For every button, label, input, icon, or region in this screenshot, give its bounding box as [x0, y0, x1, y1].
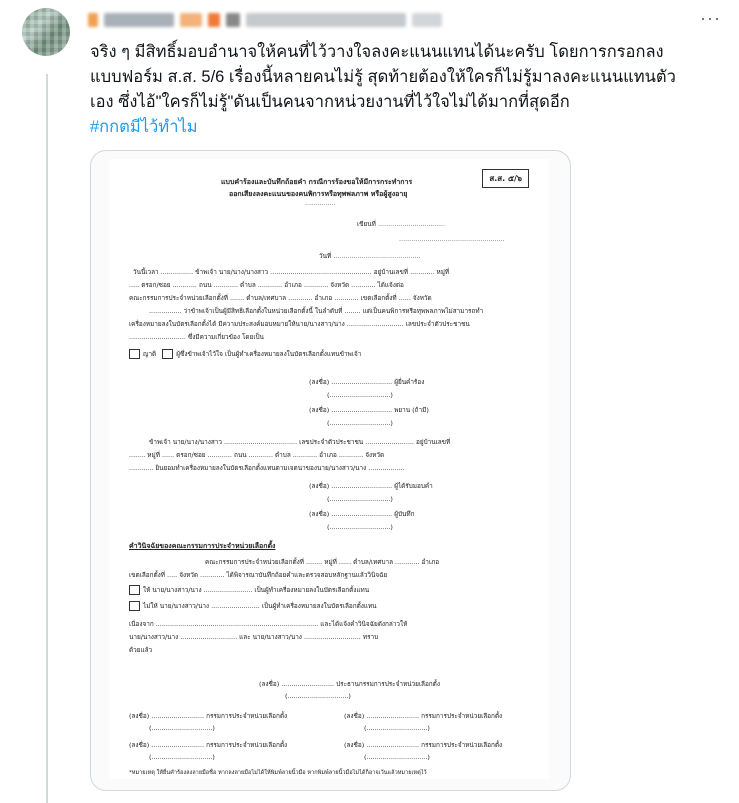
- hashtag-link[interactable]: #กกตมีไว้ทำไม: [90, 118, 198, 136]
- address-line: ....................................................: [399, 235, 505, 243]
- written-at-label: เขียนที่ .................................: [357, 220, 445, 228]
- signature-recorder: (ลงชื่อ) .............................. ผู้บันทึก: [309, 510, 415, 518]
- signature-member: (ลงชื่อ) .......................... กรรมการประจำหน่วยเลือกตั้ง: [344, 741, 503, 749]
- form-line: ................ ว่าข้าพเจ้าเป็นผู้มีสิทธิเลือกตั้งในหน่วยเลือกตั้งนี้ ในลำดับที่ ........ แต่เป็นคนพิการหรือทุพพลภาพไม่สามารถทำ: [149, 307, 484, 315]
- form-line: วันนี้เวลา ................ ข้าพเจ้า นาย/นาง/นางสาว .................................................. อยู่บ้านเลขที่ ............ หมู่ที่: [133, 268, 450, 276]
- form-line: ..... ตรอก/ซอย ............ ถนน ............ ตำบล ............ อำเภอ ............ จังหวัด ............ ได้แจ้งต่อ: [129, 281, 404, 289]
- form-code: ส.ส. ๕/๖: [482, 169, 529, 188]
- blurred-handle[interactable]: [246, 13, 406, 27]
- signature-member: (ลงชื่อ) .......................... กรรมการประจำหน่วยเลือกตั้ง: [344, 712, 503, 720]
- footnote: *หมายเหตุ ให้ยื่นคำร้องลงลายมือชื่อ หากลงลายมือไม่ได้ให้พิมพ์ลายนิ้วมือ หากพิมพ์ลายนิ้วมือไม่ได้ก็อาจเว้นแล้วหมายเหตุไว้: [129, 770, 427, 776]
- tweet-text-line: เอง ซึ่งไอ้"ใครก็ไม่รู้"ดันเป็นคนจากหน่วยงานที่ไว้ใจไม่ได้มากที่สุดอีก: [90, 93, 570, 111]
- form-title-line-2: ออกเสียงลงคะแนนของคนพิการหรือทุพพลภาพ หรือผู้สูงอายุ: [229, 190, 408, 198]
- committee-heading: คำวินิจฉัยของคณะกรรมการประจำหน่วยเลือกตั้ง: [129, 542, 276, 550]
- deny-option: ไม่ให้ นาย/นางสาว/นาง ........................ เป็นผู้ทำเครื่องหมายลงในบัตรเลือกตั้งแทน: [129, 601, 377, 611]
- signature-name-paren: (..............................): [149, 724, 215, 732]
- tweet-text-line: จริง ๆ มีสิทธิ์มอบอำนาจให้คนที่ไว้วางใจลงคะแนนแทนได้นะครับ โดยการกรอกลง: [90, 43, 664, 61]
- avatar[interactable]: [22, 8, 70, 56]
- more-options-button[interactable]: ···: [700, 8, 721, 28]
- allow-option: ให้ นาย/นางสาว/นาง ........................ เป็นผู้ทำเครื่องหมายลงในบัตรเลือกตั้งแทน: [129, 585, 369, 595]
- signature-name-paren: (..............................): [327, 419, 393, 427]
- signature-name-paren: (..............................): [327, 523, 393, 531]
- blurred-name-emoji: [88, 13, 98, 27]
- signature-name-paren: (..............................): [327, 391, 393, 399]
- tweet-media-image[interactable]: [90, 150, 571, 791]
- signature-proxy: (ลงชื่อ) .............................. ผู้ได้รับมอบคำ: [309, 482, 433, 490]
- signature-chair: (ลงชื่อ) .......................... ประธานกรรมการประจำหน่วยเลือกตั้ง: [259, 680, 440, 688]
- signature-name-paren: (..............................): [364, 753, 430, 761]
- tweet-text: [90, 40, 730, 140]
- signature-member: (ลงชื่อ) .......................... กรรมการประจำหน่วยเลือกตั้ง: [129, 741, 288, 749]
- form-line: คณะกรรมการประจำหน่วยเลือกตั้งที่ ....... ตำบล/เทศบาล ............ อำเภอ ............ เขตเลือกตั้งที่ ...... จังหวัด: [129, 294, 432, 302]
- form-line: ........ หมู่ที่ ...... ตรอก/ซอย ............ ถนน ............ ตำบล ............ อำเภอ ............ จังหวัด: [129, 451, 385, 459]
- form-line: ข้าพเจ้า นาย/นาง/นางสาว .................................... เลขประจำตัวประชาชน ........................ อยู่บ้านเลขที่: [149, 438, 451, 446]
- relation-options: ญาติ ผู้ซึ่งข้าพเจ้าไว้ใจ เป็นผู้ทำเครื่องหมายลงในบัตรเลือกตั้งแทนข้าพเจ้า: [129, 349, 361, 359]
- form-line: เนื่องจาก ................................................................................ และได้แจ้งคำวินิจฉัยดังกล่าวให้: [129, 620, 408, 628]
- checkbox-relative[interactable]: [129, 349, 140, 359]
- form-line: คณะกรรมการประจำหน่วยเลือกตั้งที่ ........ หมู่ที่ ...... ตำบล/เทศบาล ............ อำเภอ: [205, 558, 440, 566]
- date-label: วันที่ ...........................................: [319, 252, 421, 260]
- checkbox-deny[interactable]: [129, 601, 140, 611]
- form-line: เขตเลือกตั้งที่ ..... จังหวัด ............ ได้พิจารณาบันทึกถ้อยคำและตรวจสอบหลักฐานแล้ววินิจฉัย: [129, 571, 388, 579]
- signature-name-paren: (..............................): [285, 692, 351, 700]
- form-line: นาย/นางสาว/นาง ............................ และ นาย/นางสาว/นาง ............................ ทราบ: [129, 633, 379, 641]
- signature-name-paren: (..............................): [149, 753, 215, 761]
- checkbox-trusted-person[interactable]: [162, 349, 173, 359]
- blurred-badge-2: [208, 13, 220, 27]
- thread-line: [46, 74, 48, 803]
- form-line: ............ ยินยอมทำเครื่องหมายลงในบัตรเลือกตั้งแทนตามเจตนาของนาย/นางสาว/นาง ..................: [129, 464, 405, 472]
- signature-name-paren: (..............................): [327, 495, 393, 503]
- form-document: [109, 159, 549, 779]
- tweet-text-line: แบบฟอร์ม ส.ส. 5/6 เรื่องนี้หลายคนไม่รู้ สุดท้ายต้องให้ใครก็ไม่รู้มาลงคะแนนแทนตัว: [90, 68, 676, 86]
- signature-requester: (ลงชื่อ) .............................. ผู้ยื่นคำร้อง: [309, 378, 425, 386]
- signature-witness: (ลงชื่อ) .............................. พยาน (ถ้ามี): [309, 406, 429, 414]
- blurred-badge: [180, 13, 202, 27]
- form-line: ด้วยแล้ว: [129, 646, 153, 654]
- checkbox-allow[interactable]: [129, 585, 140, 595]
- form-title-line-1: แบบคำร้องและบันทึกถ้อยคำ กรณีการร้องขอให้มีการกระทำการ: [221, 178, 413, 186]
- title-underline: ...............: [305, 199, 336, 207]
- form-line: เครื่องหมายลงในบัตรเลือกตั้งได้ มีความประสงค์มอบหมายให้นาย/นางสาว/นาง ............................ เลขประจำตัวประชาชน: [129, 320, 470, 328]
- blurred-timestamp[interactable]: [412, 13, 442, 27]
- blurred-display-name[interactable]: [104, 13, 174, 27]
- signature-name-paren: (..............................): [364, 724, 430, 732]
- signature-member: (ลงชื่อ) .......................... กรรมการประจำหน่วยเลือกตั้ง: [129, 712, 288, 720]
- form-line: ............................ ซึ่งมีความเกี่ยวข้อง โดยเป็น: [129, 333, 264, 341]
- tweet-header: [88, 10, 648, 30]
- blurred-separator: [226, 13, 240, 27]
